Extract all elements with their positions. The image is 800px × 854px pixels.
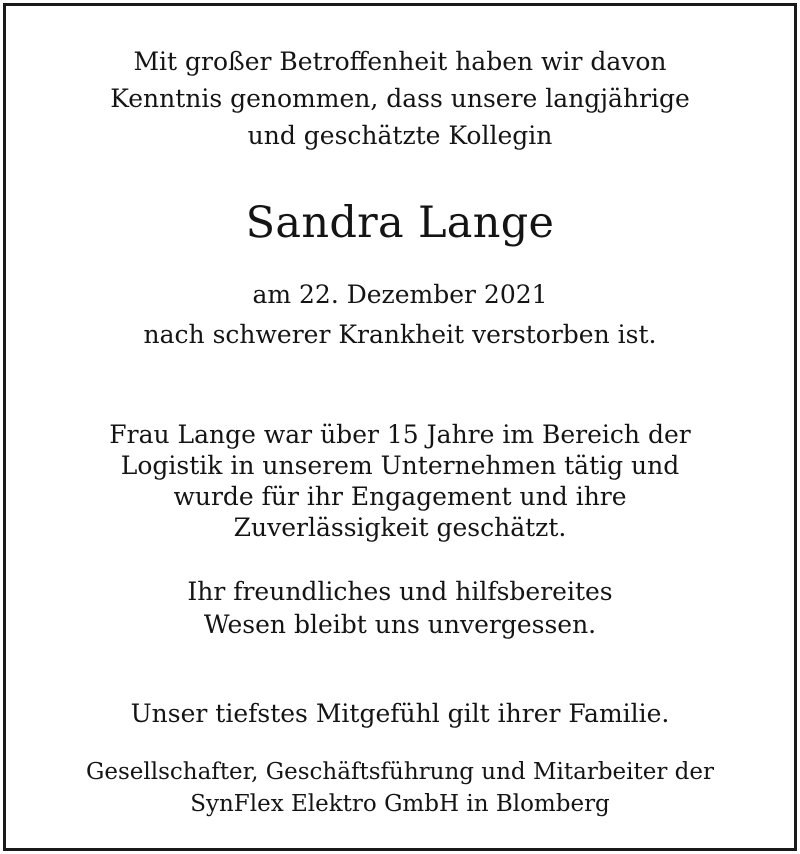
condolence-text: Unser tiefstes Mitgefühl gilt ihrer Familie.	[130, 699, 670, 728]
signature-line: SynFlex Elektro GmbH in Blomberg	[190, 791, 610, 817]
tribute-line: Frau Lange war über 15 Jahre im Bereich der	[109, 420, 691, 449]
death-paragraph	[0, 275, 800, 355]
death-cause: nach schwerer Krankheit verstorben ist.	[143, 320, 657, 349]
tribute-line: Logistik in unserem Unternehmen tätig und	[120, 451, 680, 480]
deceased-name-text: Sandra Lange	[245, 198, 555, 248]
tribute-paragraph	[0, 419, 800, 543]
memory-line: Ihr freundliches und hilfsbereites	[187, 577, 613, 606]
tribute-line: Zuverlässigkeit geschätzt.	[233, 513, 567, 542]
intro-line: Kenntnis genommen, dass unsere langjährige	[110, 84, 690, 113]
intro-line: und geschätzte Kollegin	[247, 121, 553, 150]
death-date: am 22. Dezember 2021	[252, 280, 548, 309]
condolence-paragraph	[0, 696, 800, 732]
signature-line: Gesellschafter, Geschäftsführung und Mitarbeiter der	[85, 759, 715, 785]
intro-paragraph	[0, 43, 800, 154]
tribute-line: wurde für ihr Engagement und ihre	[173, 482, 627, 511]
memory-paragraph	[0, 575, 800, 641]
signature-paragraph	[0, 756, 800, 820]
intro-line: Mit großer Betroffenheit haben wir davon	[133, 47, 667, 76]
deceased-name	[0, 193, 800, 253]
memory-line: Wesen bleibt uns unvergessen.	[203, 610, 597, 639]
